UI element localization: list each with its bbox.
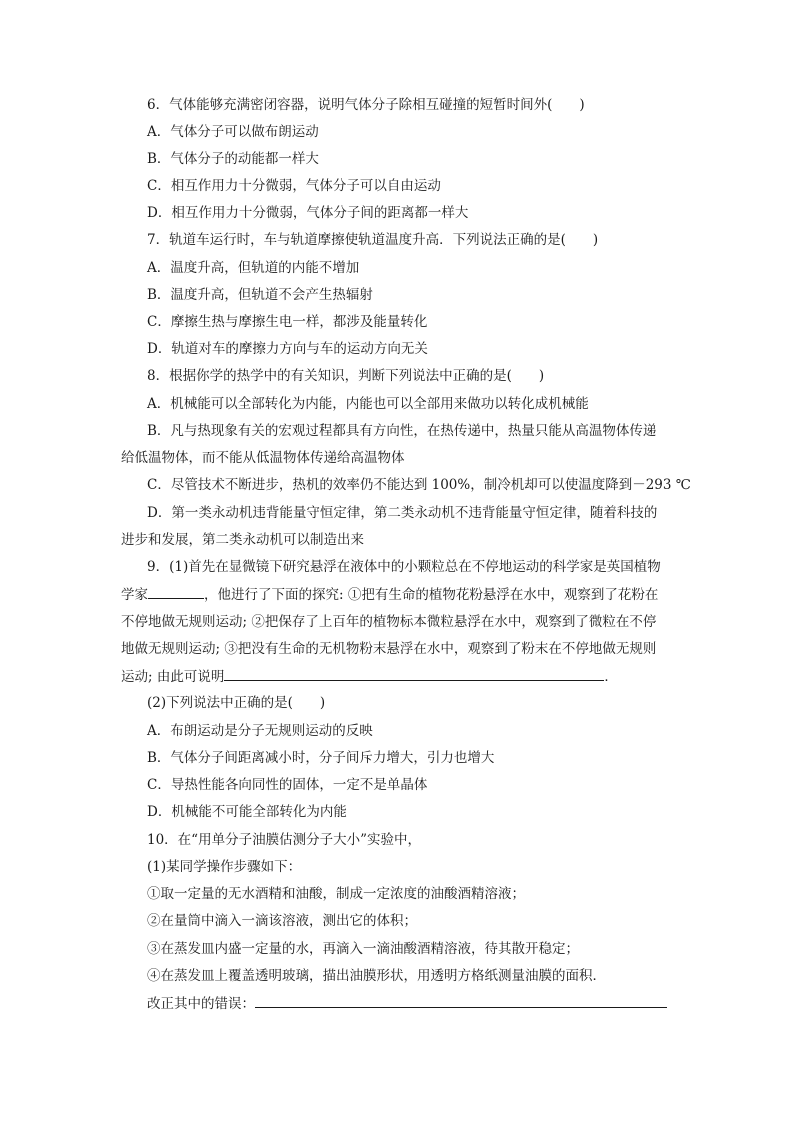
q7-option-b: B．温度升高，但轨道不会产生热辐射 bbox=[147, 287, 373, 303]
q9-line2-start: 学家 bbox=[121, 587, 148, 603]
q10-fix-line bbox=[147, 993, 667, 1014]
q8-option-a: A．机械能可以全部转化为内能，内能也可以全部用来做功以转化成机械能 bbox=[147, 396, 589, 412]
q9-option-b: B．气体分子间距离减小时，分子间斥力增大，引力也增大 bbox=[147, 750, 495, 766]
q10-step4: ④在蒸发皿上覆盖透明玻璃，描出油膜形状，用透明方格纸测量油膜的面积． bbox=[147, 968, 606, 984]
q8-option-d-line1: D．第一类永动机违背能量守恒定律，第二类永动机不违背能量守恒定律，随着科技的 bbox=[147, 505, 658, 521]
q9-option-c: C．导热性能各向同性的固体，一定不是单晶体 bbox=[147, 777, 428, 793]
q9-line2 bbox=[121, 584, 658, 605]
q7-option-d: D．轨道对车的摩擦力方向与车的运动方向无关 bbox=[147, 341, 428, 357]
q9-line4: 地做无规则运动; ③把没有生命的无机物粉末悬浮在水中，观察到了粉末在不停地做无规则 bbox=[121, 641, 657, 657]
q10-stem: 10．在“用单分子油膜估测分子大小”实验中， bbox=[147, 832, 421, 848]
q9-line5-end: ． bbox=[604, 669, 618, 685]
q7-option-a: A．温度升高，但轨道的内能不增加 bbox=[147, 260, 360, 276]
q10-step3: ③在蒸发皿内盛一定量的水，再滴入一滴油酸酒精溶液，待其散开稳定； bbox=[147, 941, 579, 957]
q10-fix-blank[interactable] bbox=[255, 993, 667, 1008]
q9-line5 bbox=[121, 666, 618, 687]
q8-stem: 8．根据你学的热学中的有关知识，判断下列说法中正确的是( ) bbox=[147, 368, 545, 384]
q6-option-d: D．相互作用力十分微弱，气体分子间的距离都一样大 bbox=[147, 205, 469, 221]
q8-option-d-line2: 进步和发展，第二类永动机可以制造出来 bbox=[121, 532, 364, 548]
q9-part2-stem: (2)下列说法中正确的是( ) bbox=[147, 695, 326, 711]
q10-step2: ②在量筒中滴入一滴该溶液，测出它的体积； bbox=[147, 913, 417, 929]
q8-option-c: C．尽管技术不断进步，热机的效率仍不能达到 100%，制冷机却可以使温度降到－293 ℃ bbox=[147, 477, 691, 493]
q7-option-c: C．摩擦生热与摩擦生电一样，都涉及能量转化 bbox=[147, 314, 428, 330]
q10-part1: (1)某同学操作步骤如下： bbox=[147, 859, 302, 875]
q10-step1: ①取一定量的无水酒精和油酸，制成一定浓度的油酸酒精溶液； bbox=[147, 886, 525, 902]
q9-option-d: D．机械能不可能全部转化为内能 bbox=[147, 804, 347, 820]
q10-fix-label: 改正其中的错误： bbox=[147, 996, 255, 1012]
q6-option-b: B．气体分子的动能都一样大 bbox=[147, 151, 319, 167]
q9-scientist-blank[interactable] bbox=[148, 584, 204, 599]
q6-option-a: A．气体分子可以做布朗运动 bbox=[147, 124, 319, 140]
q9-conclusion-blank[interactable] bbox=[224, 666, 604, 681]
q9-line1: 9．(1)首先在显微镜下研究悬浮在液体中的小颗粒总在不停地运动的科学家是英国植物 bbox=[147, 559, 661, 575]
q6-stem: 6．气体能够充满密闭容器，说明气体分子除相互碰撞的短暂时间外( ) bbox=[147, 97, 585, 113]
q9-line5-start: 运动; 由此可说明 bbox=[121, 669, 225, 685]
q8-option-b-line1: B．凡与热现象有关的宏观过程都具有方向性，在热传递中，热量只能从高温物体传递 bbox=[147, 423, 657, 439]
q9-line2-end: ，他进行了下面的探究: ①把有生命的植物花粉悬浮在水中，观察到了花粉在 bbox=[204, 587, 659, 603]
q6-option-c: C．相互作用力十分微弱，气体分子可以自由运动 bbox=[147, 178, 441, 194]
q9-line3: 不停地做无规则运动; ②把保存了上百年的植物标本微粒悬浮在水中，观察到了微粒在不停 bbox=[121, 614, 657, 630]
q9-option-a: A．布朗运动是分子无规则运动的反映 bbox=[147, 723, 373, 739]
q8-option-b-line2: 给低温物体，而不能从低温物体传递给高温物体 bbox=[121, 450, 405, 466]
q7-stem: 7．轨道车运行时，车与轨道摩擦使轨道温度升高．下列说法正确的是( ) bbox=[147, 232, 599, 248]
